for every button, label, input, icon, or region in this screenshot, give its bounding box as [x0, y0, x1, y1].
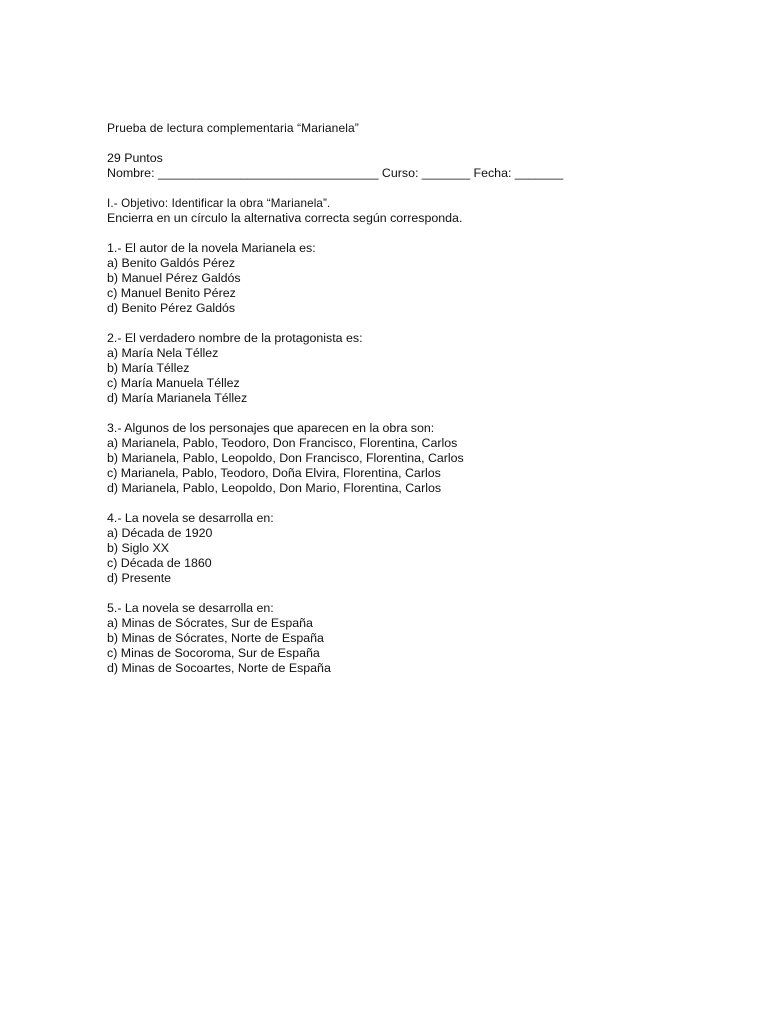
- question-2: [107, 331, 727, 406]
- points-label: 29 Puntos: [107, 151, 163, 165]
- question-option: a) Minas de Sócrates, Sur de España: [107, 616, 313, 630]
- question-option: a) Marianela, Pablo, Teodoro, Don Francisco, Florentina, Carlos: [107, 436, 458, 450]
- question-option: c) Minas de Socoroma, Sur de España: [107, 646, 320, 660]
- question-option: d) Presente: [107, 571, 172, 585]
- question-option: c) Manuel Benito Pérez: [107, 286, 236, 300]
- question-prompt: 1.- El autor de la novela Marianela es:: [107, 241, 316, 255]
- question-option: b) Marianela, Pablo, Leopoldo, Don Francisco, Florentina, Carlos: [107, 451, 464, 465]
- spacer: [107, 586, 727, 601]
- question-option: a) Benito Galdós Pérez: [107, 256, 236, 270]
- question-1: [107, 241, 727, 316]
- question-option: b) María Téllez: [107, 361, 190, 375]
- question-prompt: 5.- La novela se desarrolla en:: [107, 601, 274, 615]
- question-prompt: 3.- Algunos de los personajes que aparecen en la obra son:: [107, 421, 435, 435]
- question-option: b) Siglo XX: [107, 541, 169, 555]
- question-4: [107, 511, 727, 586]
- student-info-line: Nombre: ________________________________ Curso: _______ Fecha: _______: [107, 166, 564, 180]
- question-option: a) Década de 1920: [107, 526, 213, 540]
- question-option: c) Marianela, Pablo, Teodoro, Doña Elvira, Florentina, Carlos: [107, 466, 441, 480]
- spacer: [107, 226, 727, 241]
- question-option: d) Benito Pérez Galdós: [107, 301, 236, 315]
- question-option: c) María Manuela Téllez: [107, 376, 240, 390]
- question-option: d) María Marianela Téllez: [107, 391, 248, 405]
- question-3: [107, 421, 727, 496]
- section-objective: I.- Objetivo: Identificar la obra “Marianela”.: [107, 197, 331, 210]
- document-title: Prueba de lectura complementaria “Marianela”: [107, 121, 359, 135]
- question-prompt: 4.- La novela se desarrolla en:: [107, 511, 274, 525]
- spacer: [107, 496, 727, 511]
- spacer: [107, 406, 727, 421]
- spacer: [107, 316, 727, 331]
- question-5: [107, 601, 727, 676]
- question-option: c) Década de 1860: [107, 556, 212, 570]
- question-option: b) Minas de Sócrates, Norte de España: [107, 631, 324, 645]
- document-page: [107, 121, 727, 676]
- question-prompt: 2.- El verdadero nombre de la protagonista es:: [107, 331, 363, 345]
- spacer: [107, 136, 727, 151]
- question-option: d) Minas de Socoartes, Norte de España: [107, 661, 331, 675]
- question-option: a) María Nela Téllez: [107, 346, 219, 360]
- question-option: b) Manuel Pérez Galdós: [107, 271, 241, 285]
- spacer: [107, 181, 727, 196]
- section-instruction: Encierra en un círculo la alternativa correcta según corresponda.: [107, 211, 463, 225]
- question-option: d) Marianela, Pablo, Leopoldo, Don Mario, Florentina, Carlos: [107, 481, 442, 495]
